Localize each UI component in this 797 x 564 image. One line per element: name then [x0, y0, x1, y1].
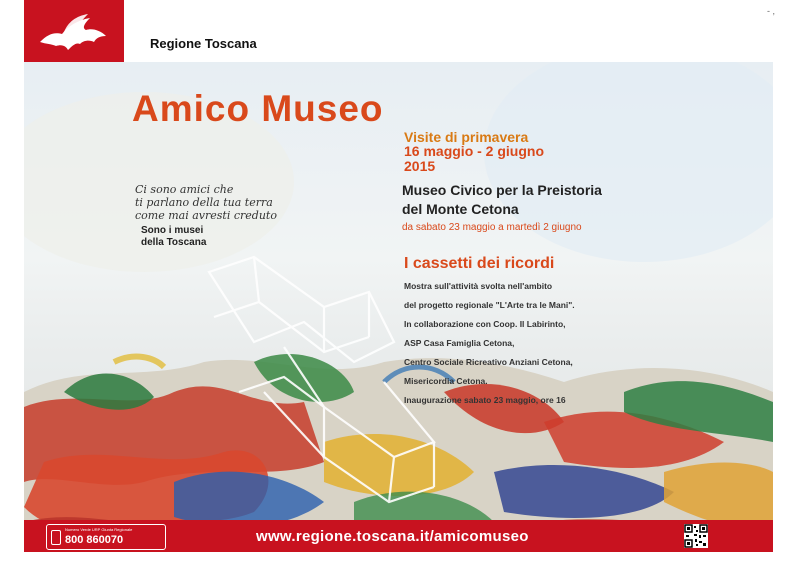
footer-bar	[24, 520, 773, 552]
phone-box	[46, 524, 166, 550]
brand-name: Regione Toscana	[150, 36, 257, 51]
musei-tagline	[141, 225, 206, 249]
exhibit-title: I cassetti dei ricordi	[404, 255, 555, 272]
description-line: del progetto regionale "L'Arte tra le Mani".	[404, 300, 575, 310]
subtitle: Visite di primavera	[404, 129, 529, 145]
poster	[24, 62, 773, 552]
quote-line-1: Ci sono amici che	[135, 183, 234, 196]
winged-horse-icon	[34, 12, 114, 52]
event-dates	[404, 144, 544, 174]
poster-title: Amico Museo	[132, 88, 384, 129]
inauguration-line: Inaugurazione sabato 23 maggio, ore 16	[404, 395, 566, 405]
qr-code-icon	[684, 524, 708, 548]
description-line: ASP Casa Famiglia Cetona,	[404, 338, 515, 348]
museum-name	[402, 181, 602, 219]
painted-background	[24, 62, 773, 552]
website-url: www.regione.toscana.it/amicomuseo	[256, 528, 529, 545]
quote-line-3: come mai avresti creduto	[135, 209, 277, 222]
quote	[135, 183, 277, 222]
regione-toscana-logo	[24, 0, 124, 64]
description-line: Centro Sociale Ricreativo Anziani Cetona,	[404, 357, 573, 367]
musei-line-1: Sono i musei	[141, 225, 204, 236]
musei-line-2: della Toscana	[141, 237, 207, 248]
quote-line-2: ti parlano della tua terra	[135, 196, 273, 209]
date-range: 16 maggio - 2 giugno	[404, 143, 545, 159]
description-line: Misericordia Cetona.	[404, 376, 488, 386]
year: 2015	[404, 158, 436, 174]
phone-icon	[51, 530, 61, 545]
description-line: Mostra sull'attività svolta nell'ambito	[404, 281, 553, 291]
exhibit-period: da sabato 23 maggio a martedì 2 giugno	[402, 222, 582, 233]
phone-caption: Numero Verde URP Giunta Regionale	[65, 527, 133, 532]
header	[0, 0, 797, 64]
museum-line-2: del Monte Cetona	[402, 201, 519, 217]
phone-number: 800 860070	[65, 534, 124, 546]
museum-line-1: Museo Civico per la Preistoria	[402, 182, 602, 198]
corner-mark: - ,	[767, 6, 775, 16]
description-line: In collaborazione con Coop. Il Labirinto,	[404, 319, 566, 329]
